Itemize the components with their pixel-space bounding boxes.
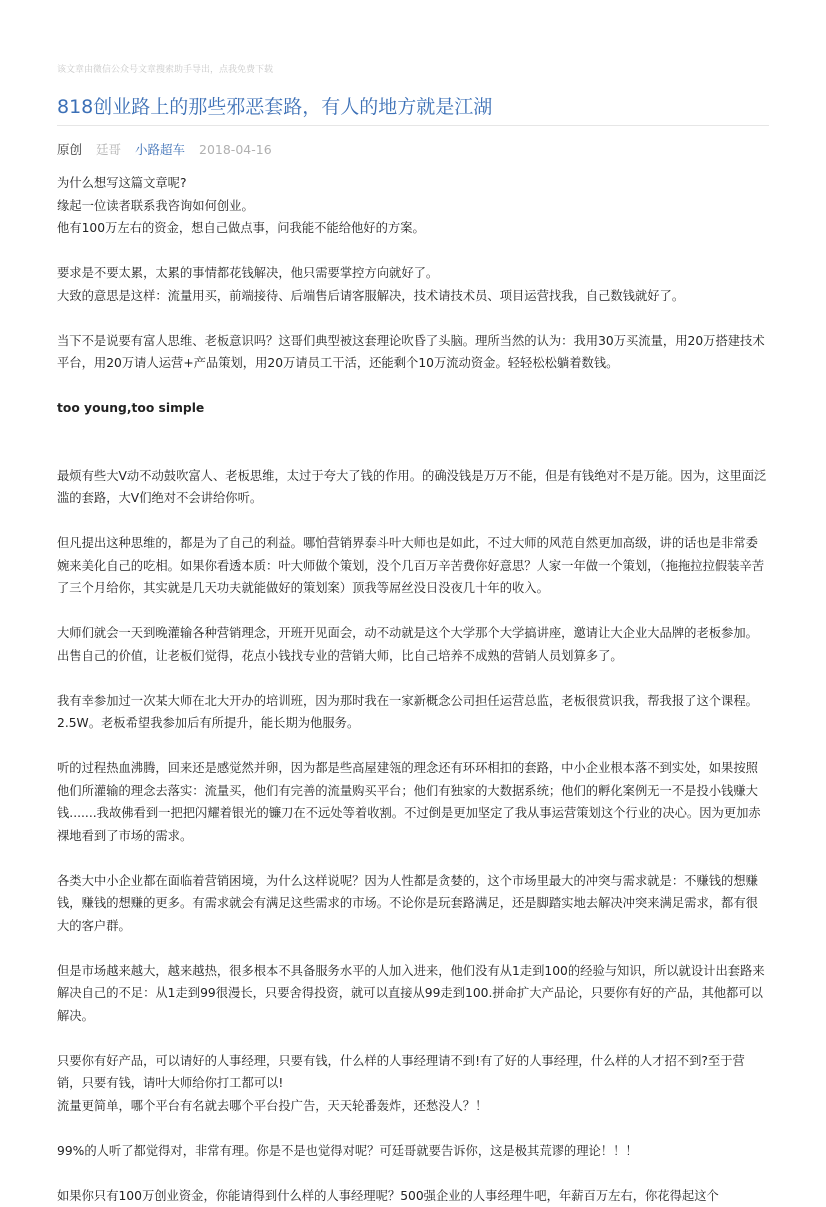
article-meta: [57, 140, 282, 158]
paragraph: 但凡提出这种思维的，都是为了自己的利益。哪怕营销界泰斗叶大师也是如此，不过大师的风范自然更加高级，讲的话也是非常委婉来美化自己的吃相。如果你看透本质：叶大师做个策划，没个几百万辛苦费你好意思？人家一年做一个策划，（拖拖拉拉假装辛苦了三个月给你，其实就是几天功夫就能做好的策划案）顶我等屌丝没日没夜几十年的收入。: [57, 532, 769, 600]
paragraph: [57, 1050, 769, 1118]
paragraph: 如果你只有100万创业资金，你能请得到什么样的人事经理呢？500强企业的人事经理牛吧，年薪百万左右，你花得起这个: [57, 1185, 769, 1207]
paragraph-line: 流量更简单，哪个平台有名就去哪个平台投广告，天天轮番轰炸，还愁没人？！: [57, 1095, 769, 1118]
paragraph-line: 要求是不要太累，太累的事情都花钱解决，他只需要掌控方向就好了。: [57, 262, 769, 285]
article-title: 818创业路上的那些邪恶套路，有人的地方就是江湖: [57, 92, 492, 119]
paragraph: 各类大中小企业都在面临着营销困境，为什么这样说呢？因为人性都是贪婪的，这个市场里最大的冲突与需求就是：不赚钱的想赚钱，赚钱的想赚的更多。有需求就会有满足这些需求的市场。不论你是玩套路满足，还是脚踏实地去解决冲突来满足需求，都有很大的客户群。: [57, 870, 769, 938]
paragraph-line: 缘起一位读者联系我咨询如何创业。: [57, 195, 769, 218]
paragraph: 99%的人听了都觉得对，非常有理。你是不是也觉得对呢？可廷哥就要告诉你，这是极其荒谬的理论！！！: [57, 1140, 769, 1163]
paragraph: 听的过程热血沸腾，回来还是感觉然并卵，因为都是些高屋建瓴的理念还有环环相扣的套路，中小企业根本落不到实处，如果按照他们所灌输的理念去落实：流量买，他们有完善的流量购买平台；他们有独家的大数据系统；他们的孵化案例无一不是投小钱赚大钱.......我故佛看到一把把闪耀着银光的镰刀在不远处等着收割。不过倒是更加坚定了我从事运营策划这个行业的决心。因为更加赤裸地看到了市场的需求。: [57, 757, 769, 847]
paragraph-line: 他有100万左右的资金，想自己做点事，问我能不能给他好的方案。: [57, 217, 769, 240]
account-name-link[interactable]: 小路超车: [135, 142, 185, 157]
paragraph: 当下不是说要有富人思维、老板意识吗？这哥们典型被这套理论吹昏了头脑。理所当然的认为：我用30万买流量，用20万搭建技术平台，用20万请人运营+产品策划，用20万请员工干活，还能剩个10万流动资金。轻轻松松躺着数钱。: [57, 330, 769, 375]
article-body: [57, 172, 769, 1207]
publish-date: 2018-04-16: [199, 142, 272, 157]
paragraph-line: 大致的意思是这样：流量用买，前端接待、后端售后请客服解决，技术请技术员、项目运营找我，自己数钱就好了。: [57, 285, 769, 308]
export-notice-link[interactable]: 该文章由微信公众号文章搜索助手导出，点我免费下载: [57, 62, 273, 75]
author-name: 廷哥: [96, 142, 121, 157]
paragraph: 但是市场越来越大，越来越热，很多根本不具备服务水平的人加入进来，他们没有从1走到100的经验与知识，所以就设计出套路来解决自己的不足：从1走到99很漫长，只要舍得投资，就可以直接从99走到100.拼命扩大产品论，只要你有好的产品，其他都可以解决。: [57, 960, 769, 1028]
bold-statement: too young,too simple: [57, 397, 769, 420]
paragraph: 大师们就会一天到晚灌输各种营销理念，开班开见面会，动不动就是这个大学那个大学搞讲座，邀请让大企业大品牌的老板参加。出售自己的价值，让老板们觉得，花点小钱找专业的营销大师，比自己培养不成熟的营销人员划算多了。: [57, 622, 769, 667]
original-badge: 原创: [57, 142, 82, 157]
paragraph: 我有幸参加过一次某大师在北大开办的培训班，因为那时我在一家新概念公司担任运营总监，老板很赏识我，帮我报了这个课程。2.5W。老板希望我参加后有所提升，能长期为他服务。: [57, 690, 769, 735]
title-divider: [57, 125, 769, 126]
paragraph: 最烦有些大V动不动鼓吹富人、老板思维，太过于夸大了钱的作用。的确没钱是万万不能，但是有钱绝对不是万能。因为，这里面泛滥的套路，大V们绝对不会讲给你听。: [57, 465, 769, 510]
paragraph: [57, 172, 769, 240]
paragraph: [57, 262, 769, 307]
paragraph-line: 只要你有好产品，可以请好的人事经理，只要有钱，什么样的人事经理请不到!有了好的人事经理，什么样的人才招不到?至于营销，只要有钱，请叶大师给你打工都可以!: [57, 1050, 769, 1095]
paragraph-line: 为什么想写这篇文章呢?: [57, 172, 769, 195]
blank-line: [57, 442, 769, 465]
